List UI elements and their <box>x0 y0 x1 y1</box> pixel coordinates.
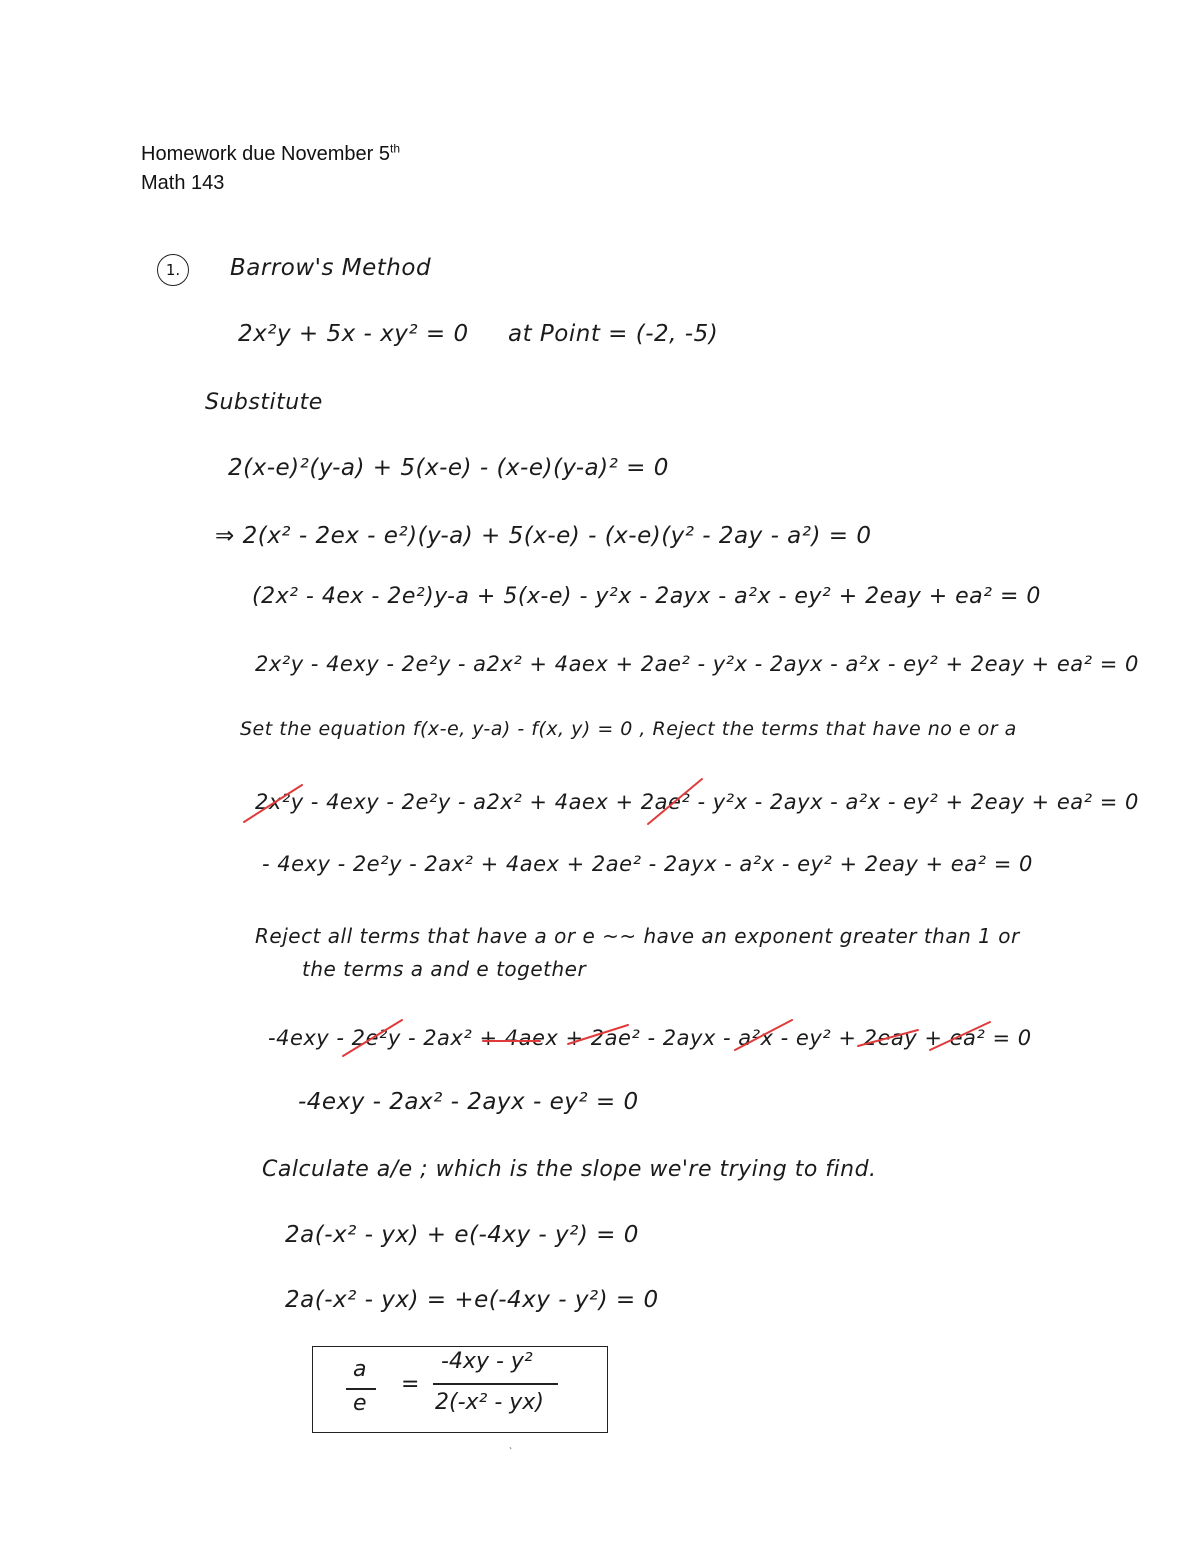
course-name: Math 143 <box>141 172 225 194</box>
result-line-1: - 4exy - 2e²y - 2ax² + 4aex + 2ae² - 2ayx - a²x - ey² + 2eay + ea² = 0 <box>262 852 1033 876</box>
answer-rhs-numerator: -4xy - y² <box>441 1349 533 1374</box>
step-substitution-2: ⇒ 2(x² - 2ex - e²)(y-a) + 5(x-e) - (x-e)(y² - 2ay - a²) = 0 <box>215 523 872 549</box>
title-text: Homework due November 5 <box>141 143 390 165</box>
strike-mark <box>858 1030 918 1046</box>
stray-mark: ˋ <box>509 1447 513 1458</box>
strike-mark <box>244 785 302 822</box>
title-superscript: th <box>390 141 401 156</box>
strike-mark <box>568 1025 628 1044</box>
calc-line-2: 2a(-x² - yx) = +e(-4xy - y²) = 0 <box>285 1287 659 1313</box>
reject-note-line-2: the terms a and e together <box>302 957 587 981</box>
struck-line-1: 2x²y - 4exy - 2e²y - a2x² + 4aex + 2ae² - y²x - 2ayx - a²x - ey² + 2eay + ea² = 0 <box>255 790 1139 814</box>
step-substitution-1: 2(x-e)²(y-a) + 5(x-e) - (x-e)(y-a)² = 0 <box>228 455 669 481</box>
method-title: Barrow's Method <box>230 255 432 281</box>
answer-lhs-numerator: a <box>353 1357 367 1382</box>
strike-mark <box>648 779 702 824</box>
strike-mark <box>735 1020 792 1050</box>
set-equation-note: Set the equation f(x-e, y-a) - f(x, y) = 0 , Reject the terms that have no e or a <box>240 718 1017 740</box>
given-equation: 2x²y + 5x - xy² = 0 <box>238 321 469 347</box>
reject-note-line-1: Reject all terms that have a or e ~~ have an exponent greater than 1 or <box>255 924 1020 948</box>
step-expansion-1: (2x² - 4ex - 2e²)y-a + 5(x-e) - y²x - 2ayx - a²x - ey² + 2eay + ea² = 0 <box>252 584 1041 609</box>
answer-rhs-denominator: 2(-x² - yx) <box>435 1390 544 1415</box>
substitute-label: Substitute <box>205 390 323 415</box>
struck-line-2: -4exy - 2e²y - 2ax² + 4aex + 2ae² - 2ayx - a²x - ey² + 2eay + ea² = 0 <box>268 1026 1032 1050</box>
point-label: at Point = (-2, -5) <box>508 321 719 347</box>
step-expansion-2: 2x²y - 4exy - 2e²y - a2x² + 4aex + 2ae² - y²x - 2ayx - a²x - ey² + 2eay + ea² = 0 <box>255 652 1139 676</box>
result-line-2: -4exy - 2ax² - 2ayx - ey² = 0 <box>298 1089 639 1115</box>
strike-mark <box>343 1020 402 1056</box>
answer-lhs-denominator: e <box>353 1391 367 1416</box>
calc-line-1: 2a(-x² - yx) + e(-4xy - y²) = 0 <box>285 1222 639 1248</box>
strike-mark <box>930 1022 990 1050</box>
problem-number: 1. <box>157 254 189 286</box>
calculate-note: Calculate a/e ; which is the slope we're trying to find. <box>262 1157 877 1182</box>
answer-equals: = <box>401 1372 420 1397</box>
